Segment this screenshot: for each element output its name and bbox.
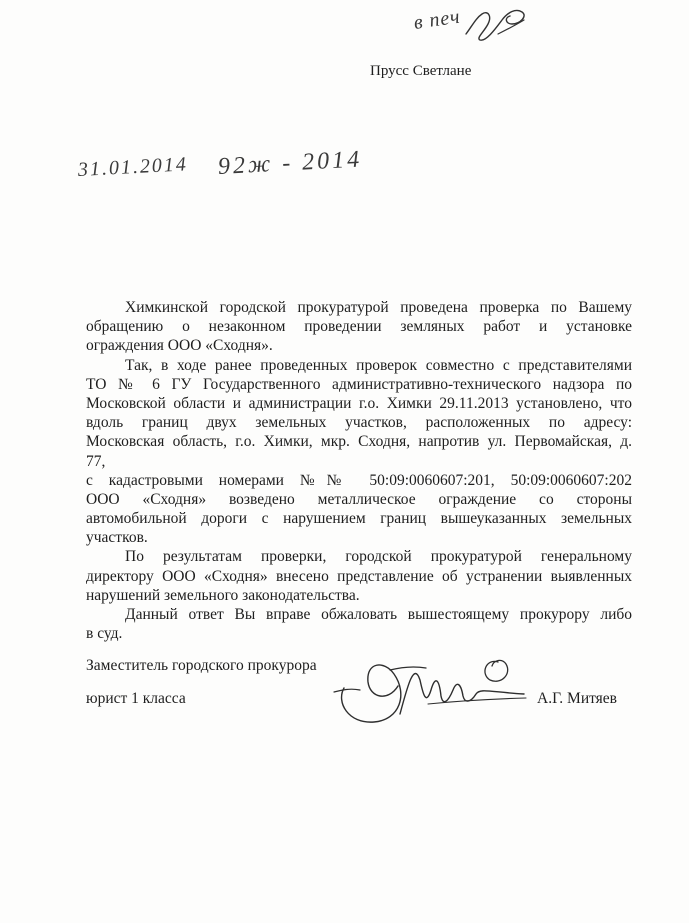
body-line: нарушений земельного законодательства. (86, 586, 360, 604)
signatory-rank: юрист 1 класса (86, 690, 186, 707)
body-line: Данный ответ Вы вправе обжаловать вышестоящему прокурору либо (125, 606, 632, 623)
body-line: с кадастровыми номерами №№ 50:09:0060607:201, 50:09:0060607:202 (86, 471, 632, 489)
letter-body (86, 298, 632, 643)
handwritten-resolution-note: в печ (412, 5, 462, 34)
addressee: Прусс Светлане (370, 63, 472, 79)
body-line: ограждения ООО «Сходня». (86, 337, 273, 355)
body-line: ООО «Сходня» возведено металлическое ограждение со стороны (86, 490, 632, 508)
body-line: участков. (86, 529, 148, 547)
body-line: обращению о незаконном проведении земляных работ и установке (86, 318, 632, 336)
signature-scribble (330, 640, 530, 732)
body-line: директору ООО «Сходня» внесено представление об устранении выявленных (86, 567, 632, 585)
resolution-flourish (462, 4, 532, 46)
body-line: По результатам проверки, городской прокуратурой генеральному (125, 548, 632, 566)
signatory-position: Заместитель городского прокурора (86, 657, 317, 674)
body-line: Так, в ходе ранее проведенных проверок совместно с представителями (125, 356, 632, 374)
signatory-name: А.Г. Митяев (537, 690, 618, 707)
handwritten-date: 31.01.2014 (77, 153, 189, 181)
handwritten-registration-number: 92ж - 2014 (217, 146, 363, 180)
body-line: Химкинской городской прокуратурой проведена проверка по Вашему (125, 299, 632, 316)
body-line: ТО № 6 ГУ Государственного административно-технического надзора по (86, 375, 632, 393)
body-line: в суд. (86, 625, 123, 643)
body-line: вдоль границ двух земельных участков, расположенных по адресу: (86, 414, 632, 432)
body-line: 77, (86, 452, 106, 470)
body-line: автомобильной дороги с нарушением границ вышеуказанных земельных (86, 510, 632, 528)
body-line: Московской области и администрации г.о. Химки 29.11.2013 установлено, что (86, 394, 632, 412)
body-line: Московская область, г.о. Химки, мкр. Сходня, напротив ул. Первомайская, д. (86, 433, 632, 451)
